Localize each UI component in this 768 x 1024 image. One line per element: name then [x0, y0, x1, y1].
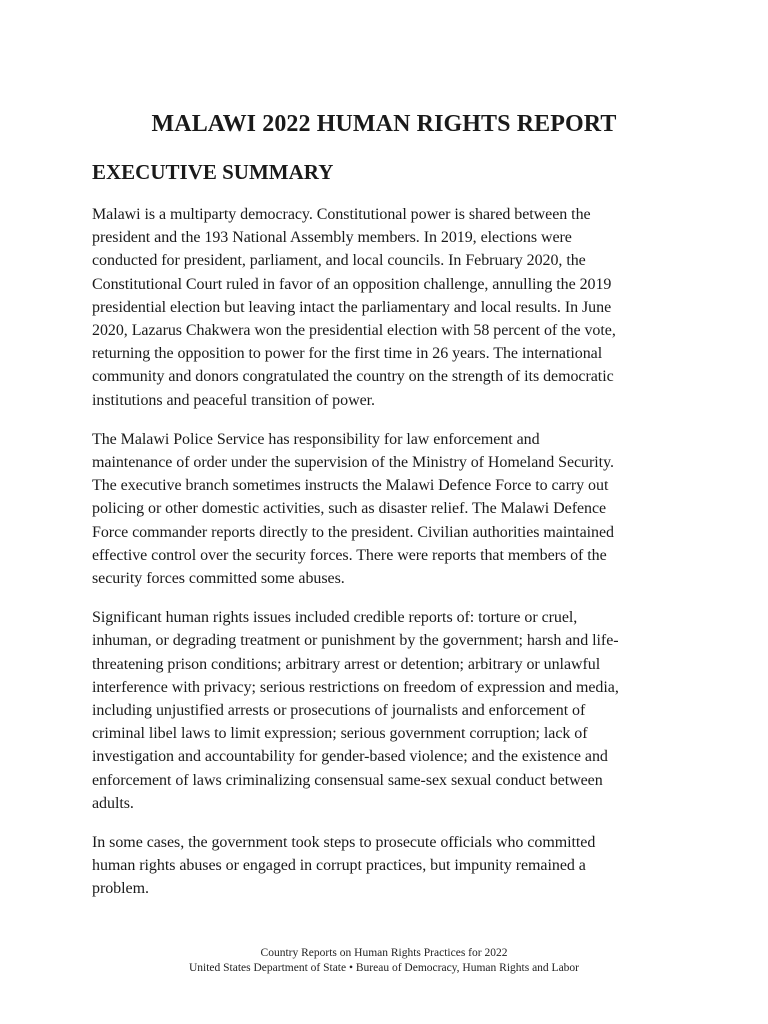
body-text [92, 203, 680, 917]
text-line: human rights abuses or engaged in corrupt practices, but impunity remained a [92, 857, 586, 875]
text-line: In some cases, the government took steps to prosecute officials who committed [92, 834, 596, 852]
text-line: maintenance of order under the supervision of the Ministry of Homeland Security. [92, 454, 614, 472]
text-line: adults. [92, 794, 134, 812]
text-line: criminal libel laws to limit expression; serious government corruption; lack of [92, 725, 588, 743]
text-line: investigation and accountability for gender-based violence; and the existence and [92, 748, 608, 766]
text-line: Malawi is a multiparty democracy. Constitutional power is shared between the [92, 206, 591, 223]
text-line: 2020, Lazarus Chakwera won the presidential election with 58 percent of the vote, [92, 322, 616, 340]
text-line: returning the opposition to power for the first time in 26 years. The international [92, 345, 603, 363]
paragraph-democracy [92, 203, 680, 412]
paragraph-impunity [92, 831, 680, 901]
page-footer [0, 946, 768, 976]
paragraph-human-rights-issues [92, 606, 680, 815]
text-line: problem. [92, 880, 149, 898]
text-line: security forces committed some abuses. [92, 570, 345, 588]
text-line: effective control over the security forces. There were reports that members of the [92, 546, 607, 564]
text-line: The Malawi Police Service has responsibility for law enforcement and [92, 430, 540, 448]
text-line: conducted for president, parliament, and local councils. In February 2020, the [92, 252, 586, 270]
section-heading: EXECUTIVE SUMMARY [92, 160, 334, 184]
text-line: enforcement of laws criminalizing consensual same-sex sexual conduct between [92, 771, 603, 789]
text-line: president and the 193 National Assembly members. In 2019, elections were [92, 229, 572, 247]
text-line: The executive branch sometimes instructs the Malawi Defence Force to carry out [92, 477, 609, 495]
footer-department: United States Department of State • Bureau of Democracy, Human Rights and Labor [188, 962, 580, 974]
text-line: presidential election but leaving intact the parliamentary and local results. In June [92, 298, 612, 316]
report-title: MALAWI 2022 HUMAN RIGHTS REPORT [151, 111, 617, 137]
text-line: including unjustified arrests or prosecutions of journalists and enforcement of [92, 702, 586, 720]
text-line: inhuman, or degrading treatment or punishment by the government; harsh and life- [92, 632, 619, 650]
text-line: interference with privacy; serious restrictions on freedom of expression and media, [92, 678, 619, 696]
paragraph-security-forces [92, 428, 680, 590]
text-line: community and donors congratulated the country on the strength of its democratic [92, 368, 614, 386]
text-line: institutions and peaceful transition of power. [92, 391, 375, 409]
text-line: threatening prison conditions; arbitrary arrest or detention; arbitrary or unlawful [92, 655, 601, 673]
text-line: Force commander reports directly to the president. Civilian authorities maintained [92, 523, 614, 541]
footer-report-name: Country Reports on Human Rights Practices for 2022 [260, 947, 508, 959]
text-line: policing or other domestic activities, such as disaster relief. The Malawi Defence [92, 500, 607, 518]
text-line: Constitutional Court ruled in favor of an opposition challenge, annulling the 2019 [92, 275, 612, 293]
text-line: Significant human rights issues included credible reports of: torture or cruel, [92, 609, 578, 627]
